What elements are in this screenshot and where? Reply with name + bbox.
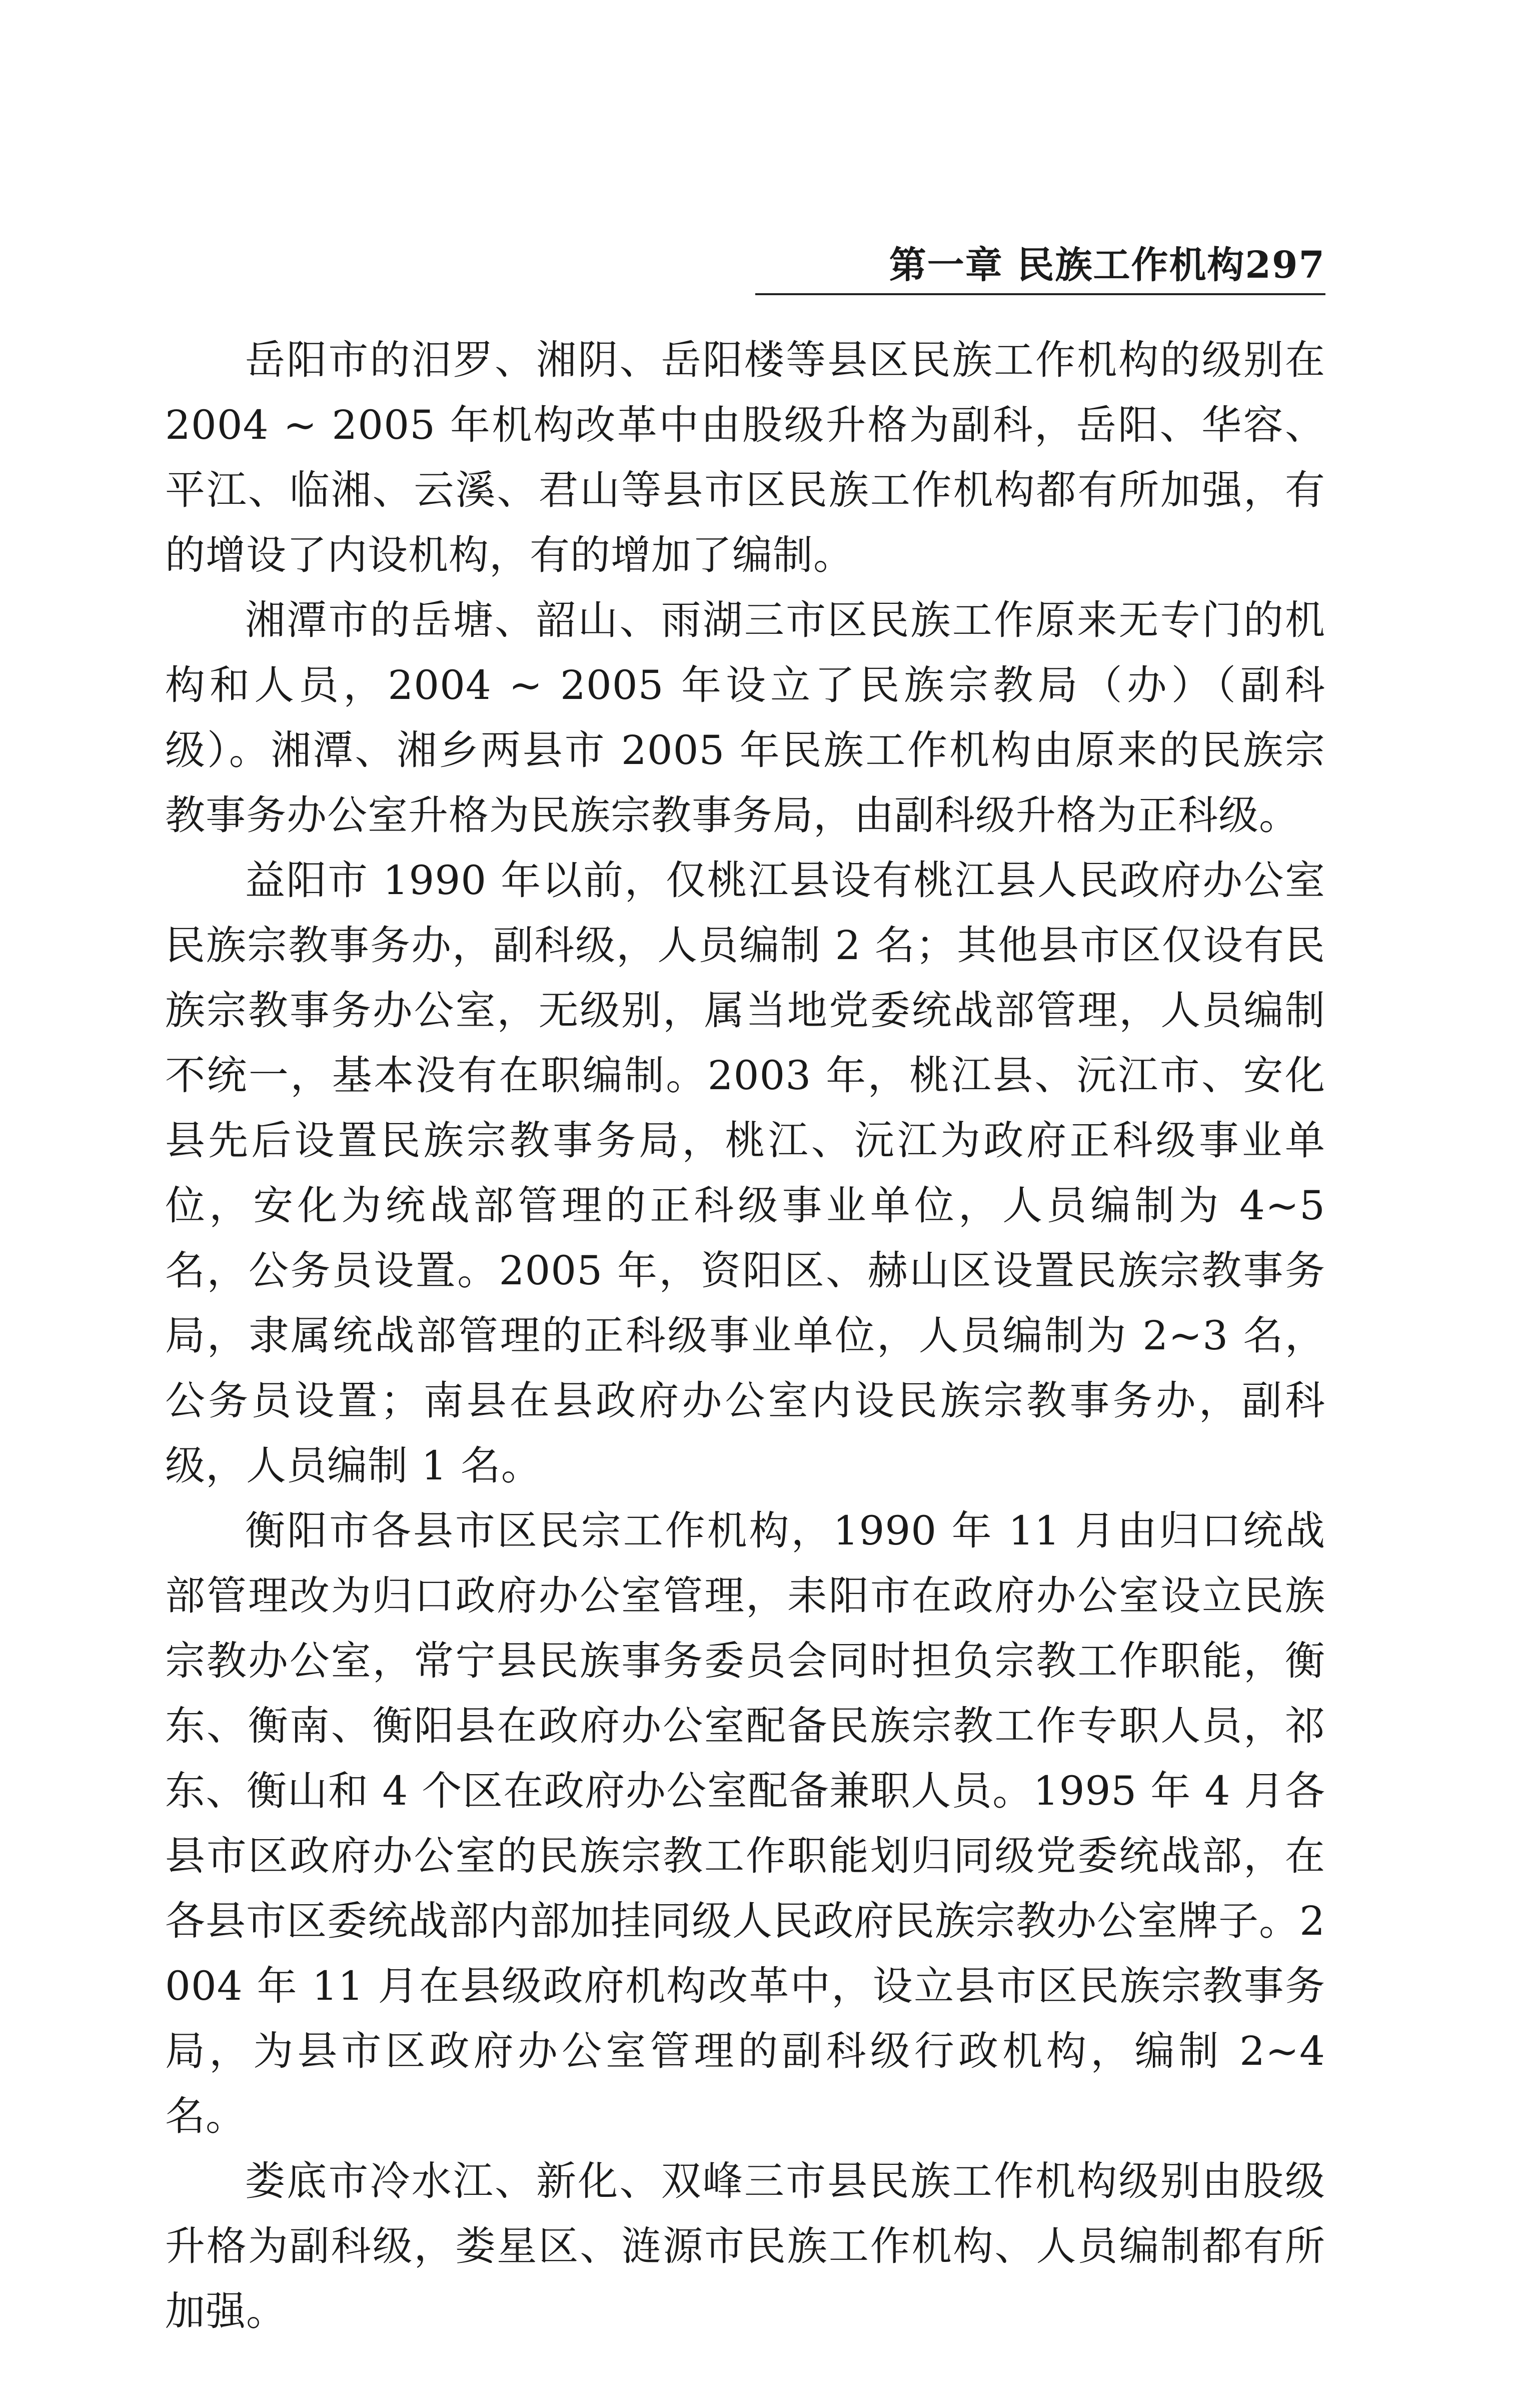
paragraph-yiyang: 益阳市 1990 年以前，仅桃江县设有桃江县人民政府办公室民族宗教事务办，副科级，人员编制 2 名；其他县市区仅设有民族宗教事务办公室，无级别，属当地党委统战部管理，人员编制不统一，基本没有在职编制。2003 年，桃江县、沅江市、安化县先后设置民族宗教事务局，桃江、沅江为政府正科级事业单位，安化为统战部管理的正科级事业单位，人员编制为 4~5 名，公务员设置。2005 年，资阳区、赫山区设置民族宗教事务局，隶属统战部管理的正科级事业单位，人员编制为 2~3 名，公务员设置；南县在县政府办公室内设民族宗教事务办，副科级，人员编制 1 名。 [165,857,1325,1489]
body-text [165,328,1325,2344]
paragraph-yueyang: 岳阳市的汨罗、湘阴、岳阳楼等县区民族工作机构的级别在 2004 ~ 2005 年机构改革中由股级升格为副科，岳阳、华容、平江、临湘、云溪、君山等县市区民族工作机构都有所加强，有的增设了内设机构，有的增加了编制。 [165,337,1325,578]
page-number: 297 [1245,244,1325,287]
paragraph-hengyang: 衡阳市各县市区民宗工作机构，1990 年 11 月由归口统战部管理改为归口政府办公室管理，耒阳市在政府办公室设立民族宗教办公室，常宁县民族事务委员会同时担负宗教工作职能，衡东、衡南、衡阳县在政府办公室配备民族宗教工作专职人员，祁东、衡山和 4 个区在政府办公室配备兼职人员。1995 年 4 月各县市区政府办公室的民族宗教工作职能划归同级党委统战部，在各县市区委统战部内部加挂同级人民政府民族宗教办公室牌子。2004 年 11 月在县级政府机构改革中，设立县市区民族宗教事务局，为县市区政府办公室管理的副科级行政机构，编制 2~4 名。 [165,1507,1325,2139]
chapter-title: 第一章 民族工作机构 [889,244,1245,287]
running-header [755,240,1325,295]
paragraph-loudi: 娄底市冷水江、新化、双峰三市县民族工作机构级别由股级升格为副科级，娄星区、涟源市民族工作机构、人员编制都有所加强。 [165,2158,1325,2334]
paragraph-xiangtan: 湘潭市的岳塘、韶山、雨湖三市区民族工作原来无专门的机构和人员，2004 ~ 2005 年设立了民族宗教局（办）（副科级）。湘潭、湘乡两县市 2005 年民族工作机构由原来的民族宗教事务办公室升格为民族宗教事务局，由副科级升格为正科级。 [165,597,1325,839]
